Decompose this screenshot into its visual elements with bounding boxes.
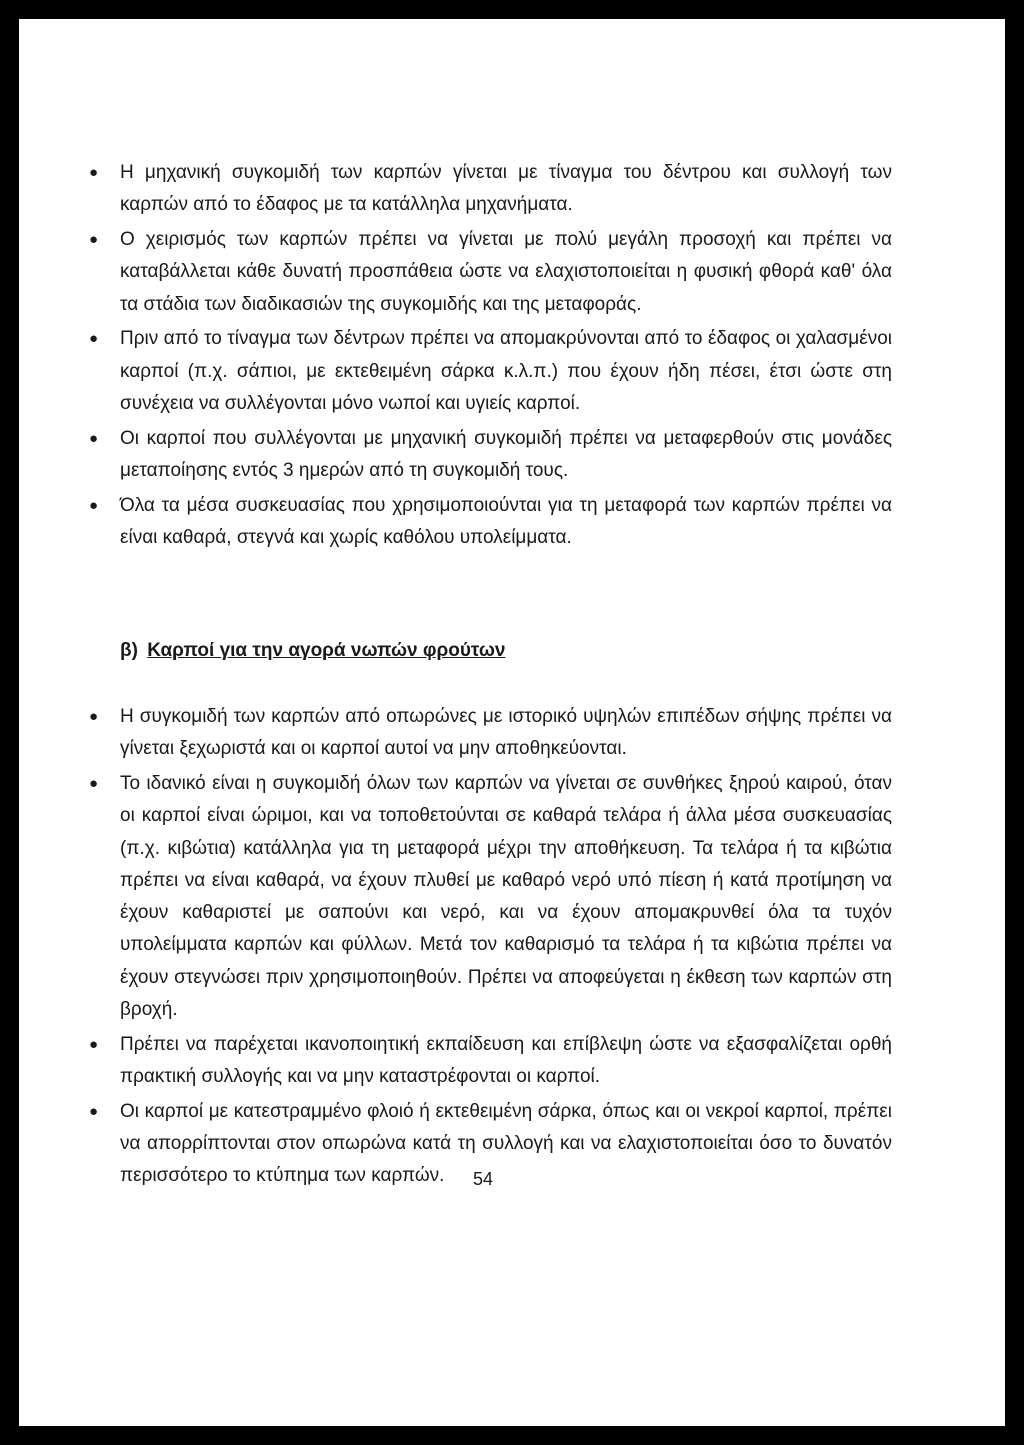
bullet-icon: ● [89,164,99,181]
list-item [19,157,1005,222]
bullet-list-fresh-fruit [19,701,1005,1195]
bullet-icon: ● [89,230,99,248]
list-item [19,768,1005,1026]
list-item-text: Οι καρποί με κατεστραμμένο φλοιό ή εκτεθειμένη σάρκα, όπως και οι νεκροί καρποί, πρέπει να απορρίπτονται στον οπωρώνα κατά τη συλλογή και να ελαχιστοποιείται όσο το δυνατόν περισσότερο το κτύπημα των καρπών. [120,1100,892,1187]
section-marker: β) [120,640,138,661]
list-item [19,490,1005,555]
list-item-text: Το ιδανικό είναι η συγκομιδή όλων των καρπών να γίνεται σε συνθήκες ξηρού καιρού, όταν οι καρποί είναι ώριμοι, και να τοποθετούνται σε καθαρά τελάρα ή άλλα μέσα συσκευασίας (π.χ. κιβώτια) κατάλληλα για τη μεταφορά μέχρι την αποθήκευση. Τα τελάρα ή τα κιβώτια πρέπει να είναι καθαρά, να έχουν πλυθεί με καθαρό νερό υπό πίεση ή κατά προτίμηση να έχουν καθαριστεί με σαπούνι και νερό, και να έχουν απομακρυνθεί όλα τα τυχόν υπολείμματα καρπών και φύλλων. Μετά τον καθαρισμό τα τελάρα ή τα κιβώτια πρέπει να έχουν στεγνώσει πριν χρησιμοποιηθούν. Πρέπει να αποφεύγεται η έκθεση των καρπών στη βροχή. [120,772,892,1021]
section-heading [120,635,505,667]
list-item-text: Πριν από το τίναγμα των δέντρων πρέπει να απομακρύνονται από το έδαφος οι χαλασμένοι καρποί (π.χ. σάπιοι, με εκτεθειμένη σάρκα κ.λ.π.) που έχουν ήδη πέσει, έτσι ώστε στη συνέχεια να συλλέγονται μόνο νωποί και υγιείς καρποί. [120,328,892,414]
bullet-icon: ● [89,1035,99,1053]
bullet-list-harvest [19,157,1005,557]
list-item-text: Όλα τα μέσα συσκευασίας που χρησιμοποιούνται για τη μεταφορά των καρπών πρέπει να είναι καθαρά, στεγνά και χωρίς καθόλου υπολείμματα. [120,494,892,548]
bullet-icon: ● [89,496,99,514]
list-item-text: Πρέπει να παρέχεται ικανοποιητική εκπαίδευση και επίβλεψη ώστε να εξασφαλίζεται ορθή πρακτική συλλογής και να μην καταστρέφονται οι καρποί. [120,1033,892,1088]
bullet-icon: ● [89,429,99,447]
list-item [19,323,1005,420]
document-page [19,19,1005,1426]
bullet-icon: ● [89,708,99,725]
bullet-icon: ● [89,330,99,348]
list-item [19,423,1005,488]
list-item [19,701,1005,766]
list-item-text: Η μηχανική συγκομιδή των καρπών γίνεται με τίναγμα του δέντρου και συλλογή των καρπών από το έδαφος με τα κατάλληλα μηχανήματα. [120,162,892,216]
list-item [19,224,1005,321]
list-item-text: Οι καρποί που συλλέγονται με μηχανική συγκομιδή πρέπει να μεταφερθούν στις μονάδες μεταποίησης εντός 3 ημερών από τη συγκομιδή τους. [120,427,892,481]
bullet-icon: ● [89,774,99,792]
list-item-text: Η συγκομιδή των καρπών από οπωρώνες με ιστορικό υψηλών επιπέδων σήψης πρέπει να γίνεται ξεχωριστά και οι καρποί αυτοί να μην αποθηκεύονται. [120,706,892,760]
page-number: 54 [472,1169,494,1189]
list-item [19,1029,1005,1094]
section-title: Καρποί για την αγορά νωπών φρούτων [147,640,506,661]
list-item-text: Ο χειρισμός των καρπών πρέπει να γίνεται με πολύ μεγάλη προσοχή και πρέπει να καταβάλλεται κάθε δυνατή προσπάθεια ώστε να ελαχιστοποιείται η φυσική φθορά καθ' όλα τα στάδια των διαδικασιών της συγκομιδής και της μεταφοράς. [120,228,892,315]
bullet-icon: ● [89,1102,99,1120]
